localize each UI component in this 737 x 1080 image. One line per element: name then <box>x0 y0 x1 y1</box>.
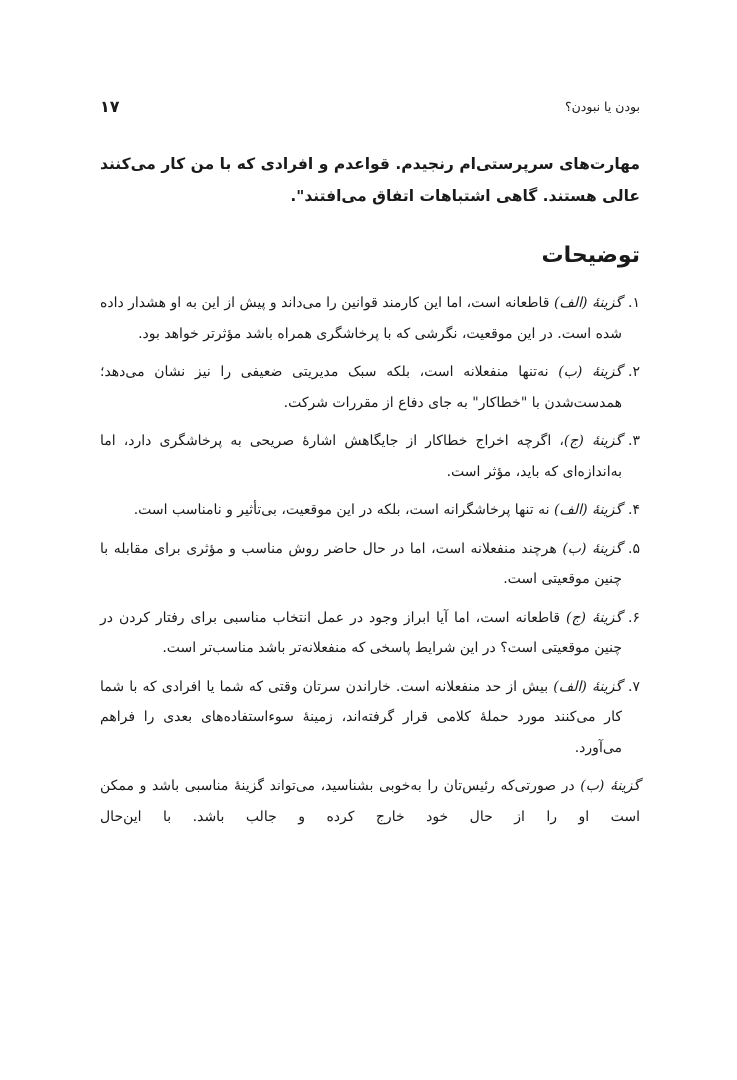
option-term: گزینهٔ (الف) <box>553 295 622 311</box>
explanations-list <box>100 288 640 832</box>
item-body: نه‌تنها منفعلانه است، بلکه سبک مدیریتی ضعیفی را نیز نشان می‌دهد؛ همدست‌شدن با "خطاکار" به جای دفاع از مقررات شرکت. <box>100 364 622 411</box>
option-term: گزینهٔ (ج) <box>566 609 622 626</box>
item-number: ۶. <box>628 609 640 626</box>
item-number: ۵. <box>628 540 640 557</box>
item-text <box>100 357 622 418</box>
item-number: ۱. <box>628 295 640 311</box>
item-text <box>100 426 622 487</box>
list-item <box>100 426 640 487</box>
item-text <box>100 672 622 764</box>
continuation-body: در صورتی‌که رئیس‌تان را به‌خوبی بشناسید، می‌تواند گزینهٔ مناسبی باشد و ممکن است او را از حال خود خارج کرده و جالب باشد. با این‌حال <box>100 778 640 825</box>
continuation-paragraph <box>100 771 640 832</box>
item-body: نه تنها پرخاشگرانه است، بلکه در این موقعیت، بی‌تأثیر و نامناسب است. <box>133 502 554 518</box>
item-body: قاطعانه است، اما آیا ابراز وجود در عمل انتخاب مناسبی برای رفتار کردن در چنین موقعیتی است؟ در این شرایط پاسخی که منفعلانه‌تر باشد مناسب‌تر است. <box>100 609 622 656</box>
item-number: ۲. <box>628 364 640 380</box>
item-text <box>100 603 622 664</box>
list-item <box>100 357 640 418</box>
option-term: گزینهٔ (ب) <box>580 778 641 794</box>
item-body: قاطعانه است، اما این کارمند قوانین را می‌داند و پیش از این به او هشدار داده شده است. در این موقعیت، نگرشی که با پرخاشگری همراه باشد مؤثرتر خواهد بود. <box>100 295 622 342</box>
item-number: ۴. <box>628 502 640 518</box>
item-number: ۷. <box>628 678 640 695</box>
item-text <box>100 495 622 526</box>
item-text <box>100 534 622 595</box>
item-text <box>100 288 622 349</box>
book-page <box>100 0 640 1080</box>
list-item <box>100 672 640 764</box>
item-body: هرچند منفعلانه است، اما در حال حاضر روش مناسب و مؤثری برای مقابله با چنین موقعیتی است. <box>100 540 622 587</box>
item-body: بیش از حد منفعلانه است. خاراندن سرتان وقتی که شما یا افرادی که با شما کار می‌کنند مورد حملهٔ کلامی قرار گرفته‌اند، زمینهٔ سوءاستفاده‌های بعدی را فراهم می‌آورد. <box>100 678 622 756</box>
option-term: گزینهٔ (الف) <box>553 502 622 518</box>
running-title: بودن یا نبودن؟ <box>564 98 640 114</box>
item-body: ، اگرچه اخراج خطاکار از جایگاهش اشارهٔ صریحی به پرخاشگری دارد، اما به‌اندازه‌ای که باید، مؤثر است. <box>100 433 622 480</box>
page-number: ۱۷ <box>100 96 120 116</box>
option-term: گزینهٔ (الف) <box>553 678 622 695</box>
item-number: ۳. <box>628 433 640 449</box>
list-item <box>100 603 640 664</box>
option-term: گزینهٔ (ج) <box>563 433 622 449</box>
option-term: گزینهٔ (ب) <box>562 540 622 557</box>
list-item <box>100 495 640 526</box>
list-item <box>100 534 640 595</box>
quote-paragraph: مهارت‌های سرپرستی‌ام رنجیدم. قواعدم و افرادی که با من کار می‌کنند عالی هستند. گاهی اشتباهات اتفاق می‌افتند". <box>100 155 640 205</box>
list-item <box>100 288 640 349</box>
option-term: گزینهٔ (ب) <box>558 364 622 380</box>
running-header <box>100 94 640 118</box>
section-heading: توضیحات <box>541 243 640 268</box>
